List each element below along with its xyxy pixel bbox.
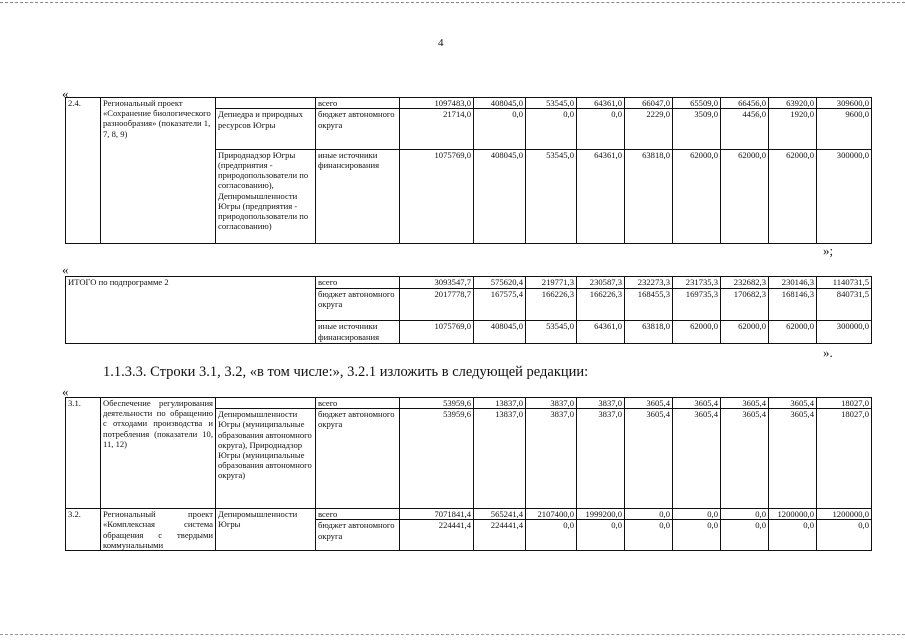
value-cell: 0,0 bbox=[577, 109, 625, 149]
responsible-cell: Депнедра и природных ресурсов Югры bbox=[216, 109, 316, 149]
value-cell: 62000,0 bbox=[673, 321, 721, 344]
value-cell: 232273,3 bbox=[625, 277, 673, 289]
value-cell: 53959,6 bbox=[400, 398, 474, 409]
value-cell: 64361,0 bbox=[577, 98, 625, 109]
table-row bbox=[66, 98, 872, 109]
value-cell: 0,0 bbox=[625, 520, 673, 551]
value-cell: 4456,0 bbox=[721, 109, 769, 149]
value-cell: 167575,4 bbox=[474, 288, 526, 321]
value-cell: 1920,0 bbox=[769, 109, 817, 149]
value-cell: 3837,0 bbox=[577, 409, 625, 509]
open-quote-3: « bbox=[62, 384, 69, 399]
source-cell: бюджет автономного округа bbox=[316, 409, 400, 509]
value-cell: 0,0 bbox=[474, 109, 526, 149]
value-cell: 3605,4 bbox=[673, 409, 721, 509]
value-cell: 3837,0 bbox=[526, 398, 577, 409]
value-cell: 3837,0 bbox=[577, 398, 625, 409]
table-row bbox=[66, 277, 872, 289]
source-cell: бюджет автономного округа bbox=[316, 109, 400, 149]
source-cell: бюджет автономного округа bbox=[316, 288, 400, 321]
value-cell: 63818,0 bbox=[625, 321, 673, 344]
source-cell: бюджет автономного округа bbox=[316, 520, 400, 551]
value-cell: 62000,0 bbox=[721, 149, 769, 243]
value-cell: 408045,0 bbox=[474, 98, 526, 109]
value-cell: 565241,4 bbox=[474, 509, 526, 520]
value-cell: 232682,3 bbox=[721, 277, 769, 289]
close-quote-2: ». bbox=[823, 345, 833, 360]
value-cell: 166226,3 bbox=[577, 288, 625, 321]
value-cell: 840731,5 bbox=[817, 288, 872, 321]
value-cell: 0,0 bbox=[721, 509, 769, 520]
value-cell: 62000,0 bbox=[673, 149, 721, 243]
table-row bbox=[66, 509, 872, 520]
source-cell: всего bbox=[316, 509, 400, 520]
source-cell: всего bbox=[316, 98, 400, 109]
total-label: ИТОГО по подпрограмме 2 bbox=[66, 277, 316, 344]
table-row-2-4 bbox=[65, 97, 872, 244]
value-cell: 0,0 bbox=[673, 520, 721, 551]
value-cell: 62000,0 bbox=[721, 321, 769, 344]
value-cell: 1075769,0 bbox=[400, 149, 474, 243]
value-cell: 53545,0 bbox=[526, 321, 577, 344]
table-rows-3-1-3-2 bbox=[65, 397, 872, 551]
value-cell: 1200000,0 bbox=[817, 509, 872, 520]
value-cell: 168455,3 bbox=[625, 288, 673, 321]
value-cell: 575620,4 bbox=[474, 277, 526, 289]
open-quote-2: « bbox=[62, 262, 69, 277]
close-quote-1: »; bbox=[823, 243, 834, 258]
value-cell: 3837,0 bbox=[526, 409, 577, 509]
value-cell: 169735,3 bbox=[673, 288, 721, 321]
value-cell: 0,0 bbox=[577, 520, 625, 551]
value-cell: 1075769,0 bbox=[400, 321, 474, 344]
value-cell: 3605,4 bbox=[625, 409, 673, 509]
value-cell: 3605,4 bbox=[769, 409, 817, 509]
value-cell: 1140731,5 bbox=[817, 277, 872, 289]
value-cell: 62000,0 bbox=[769, 149, 817, 243]
value-cell: 1999200,0 bbox=[577, 509, 625, 520]
value-cell: 0,0 bbox=[526, 109, 577, 149]
source-cell: всего bbox=[316, 277, 400, 289]
table-row bbox=[66, 398, 872, 409]
value-cell: 13837,0 bbox=[474, 398, 526, 409]
responsible-cell: Депнромышленности Югры (муниципальные образования автономного округа), Природнадзор Югры (муниципальные образования автономного округа) bbox=[216, 409, 316, 509]
value-cell: 3605,4 bbox=[721, 409, 769, 509]
value-cell: 2017778,7 bbox=[400, 288, 474, 321]
value-cell: 3605,4 bbox=[721, 398, 769, 409]
scan-edge-top bbox=[0, 2, 905, 4]
project-name: Региональный проект «Комплексная система обращения с твердыми коммунальными bbox=[101, 509, 216, 551]
value-cell: 3605,4 bbox=[673, 398, 721, 409]
scan-edge-bottom bbox=[0, 634, 905, 636]
value-cell: 168146,3 bbox=[769, 288, 817, 321]
source-cell: иные источники финансирования bbox=[316, 321, 400, 344]
value-cell: 3093547,7 bbox=[400, 277, 474, 289]
value-cell: 1097483,0 bbox=[400, 98, 474, 109]
source-cell: всего bbox=[316, 398, 400, 409]
value-cell: 0,0 bbox=[769, 520, 817, 551]
value-cell: 0,0 bbox=[721, 520, 769, 551]
value-cell: 66456,0 bbox=[721, 98, 769, 109]
value-cell: 53545,0 bbox=[526, 149, 577, 243]
table-subprogram-total bbox=[65, 276, 872, 344]
value-cell: 65509,0 bbox=[673, 98, 721, 109]
value-cell: 63818,0 bbox=[625, 149, 673, 243]
value-cell: 9600,0 bbox=[817, 109, 872, 149]
project-name: Региональный проект «Сохранение биологического разнообразия» (показатели 1, 7, 8, 9) bbox=[101, 98, 216, 244]
value-cell: 0,0 bbox=[673, 509, 721, 520]
value-cell: 0,0 bbox=[817, 520, 872, 551]
value-cell: 53545,0 bbox=[526, 98, 577, 109]
row-number: 2.4. bbox=[66, 98, 101, 244]
value-cell: 309600,0 bbox=[817, 98, 872, 109]
value-cell: 224441,4 bbox=[400, 520, 474, 551]
value-cell: 3605,4 bbox=[769, 398, 817, 409]
value-cell: 18027,0 bbox=[817, 398, 872, 409]
value-cell: 18027,0 bbox=[817, 409, 872, 509]
value-cell: 166226,3 bbox=[526, 288, 577, 321]
project-name: Обеспечение регулирования деятельности по обращению с отходами производства и потребления (показатели 10, 11, 12) bbox=[101, 398, 216, 509]
value-cell: 0,0 bbox=[625, 509, 673, 520]
value-cell: 231735,3 bbox=[673, 277, 721, 289]
value-cell: 170682,3 bbox=[721, 288, 769, 321]
value-cell: 53959,6 bbox=[400, 409, 474, 509]
value-cell: 0,0 bbox=[526, 520, 577, 551]
value-cell: 3509,0 bbox=[673, 109, 721, 149]
value-cell: 300000,0 bbox=[817, 149, 872, 243]
value-cell: 13837,0 bbox=[474, 409, 526, 509]
value-cell: 21714,0 bbox=[400, 109, 474, 149]
value-cell: 1200000,0 bbox=[769, 509, 817, 520]
value-cell: 2107400,0 bbox=[526, 509, 577, 520]
value-cell: 64361,0 bbox=[577, 321, 625, 344]
value-cell: 64361,0 bbox=[577, 149, 625, 243]
value-cell: 62000,0 bbox=[769, 321, 817, 344]
value-cell: 63920,0 bbox=[769, 98, 817, 109]
value-cell: 219771,3 bbox=[526, 277, 577, 289]
responsible-cell: Природнадзор Югры (предприятия - природопользователи по согласованию), Депнромышленности Югры (предприятия - природопользователи по согласованию) bbox=[216, 149, 316, 243]
value-cell: 408045,0 bbox=[474, 321, 526, 344]
value-cell: 230587,3 bbox=[577, 277, 625, 289]
source-cell: иные источники финансирования bbox=[316, 149, 400, 243]
row-number: 3.1. bbox=[66, 398, 101, 509]
page-number: 4 bbox=[438, 37, 444, 49]
open-quote-1: « bbox=[62, 86, 69, 101]
value-cell: 2229,0 bbox=[625, 109, 673, 149]
row-number: 3.2. bbox=[66, 509, 101, 551]
responsible-cell: Депнромышленности Югры bbox=[216, 509, 316, 551]
value-cell: 230146,3 bbox=[769, 277, 817, 289]
value-cell: 408045,0 bbox=[474, 149, 526, 243]
section-heading: 1.1.3.3. Строки 3.1, 3.2, «в том числе:», 3.2.1 изложить в следующей редакции: bbox=[103, 364, 589, 380]
value-cell: 224441,4 bbox=[474, 520, 526, 551]
value-cell: 300000,0 bbox=[817, 321, 872, 344]
value-cell: 7071841,4 bbox=[400, 509, 474, 520]
value-cell: 3605,4 bbox=[625, 398, 673, 409]
value-cell: 66047,0 bbox=[625, 98, 673, 109]
